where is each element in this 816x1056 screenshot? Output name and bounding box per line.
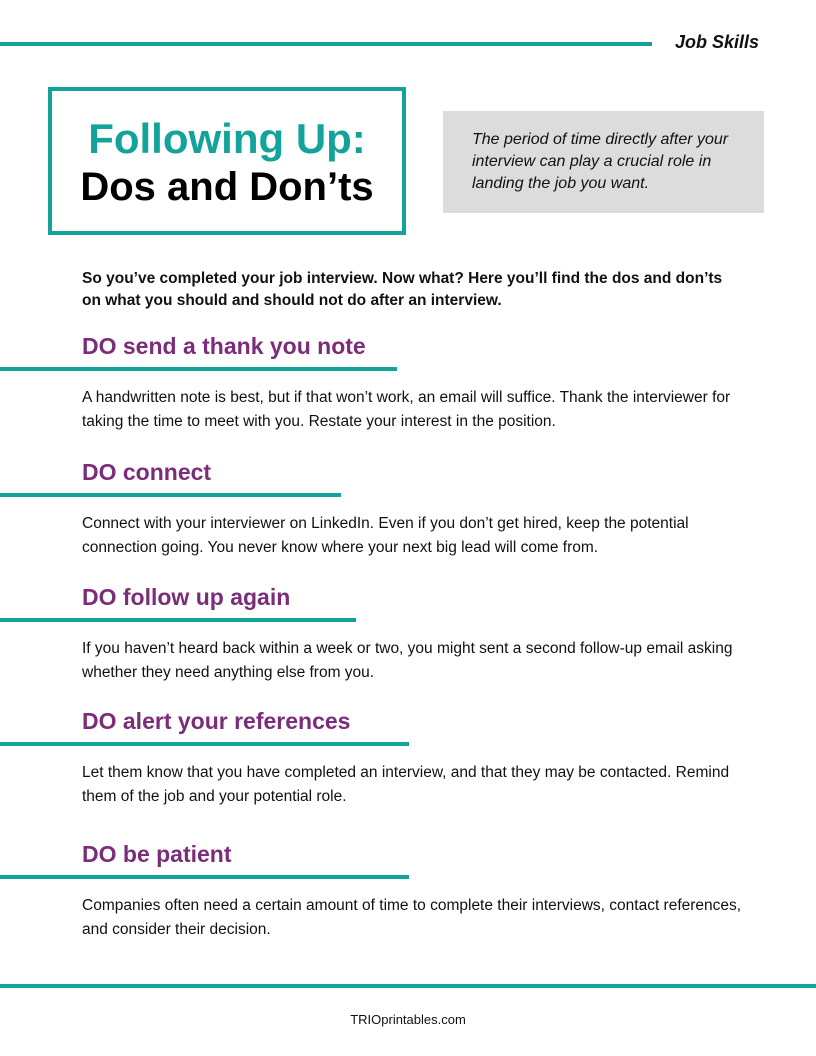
title-line-2: Dos and Don’ts — [80, 165, 374, 209]
section-heading: DO be patient — [82, 841, 232, 867]
section-body: Let them know that you have completed an interview, and that they may be contacted. Remind them of the job and your potential role. — [82, 764, 730, 805]
section-rule — [0, 742, 409, 746]
footer-rule — [0, 984, 816, 988]
title-line-1: Following Up: — [88, 115, 366, 162]
lead-paragraph: So you’ve completed your job interview. Now what? Here you’ll find the dos and don’ts on what you should and should not do after an interview. — [82, 270, 723, 309]
intro-box: The period of time directly after your interview can play a crucial role in landing the job you want. — [443, 111, 764, 213]
section-rule — [0, 618, 356, 622]
section-body: If you haven’t heard back within a week or two, you might sent a second follow-up email asking whether they need anything else from you. — [82, 640, 733, 681]
section-rule — [0, 875, 409, 879]
title-box — [48, 87, 406, 235]
header-label: Job Skills — [675, 32, 760, 52]
section-heading: DO alert your references — [82, 708, 351, 734]
header-rule — [0, 42, 652, 46]
section-heading: DO connect — [82, 459, 212, 485]
footer-site: TRIOprintables.com — [350, 1012, 466, 1027]
section-rule — [0, 493, 341, 497]
section-heading: DO send a thank you note — [82, 333, 366, 359]
section-rule — [0, 367, 397, 371]
section-body: A handwritten note is best, but if that won’t work, an email will suffice. Thank the interviewer for taking the time to meet with you. Restate your interest in the position. — [82, 389, 731, 430]
section-heading: DO follow up again — [82, 584, 291, 610]
section-body: Connect with your interviewer on LinkedIn. Even if you don’t get hired, keep the potential connection going. You never know where your next big lead will come from. — [82, 515, 689, 556]
section-body: Companies often need a certain amount of time to complete their interviews, contact references, and consider their decision. — [82, 897, 742, 938]
